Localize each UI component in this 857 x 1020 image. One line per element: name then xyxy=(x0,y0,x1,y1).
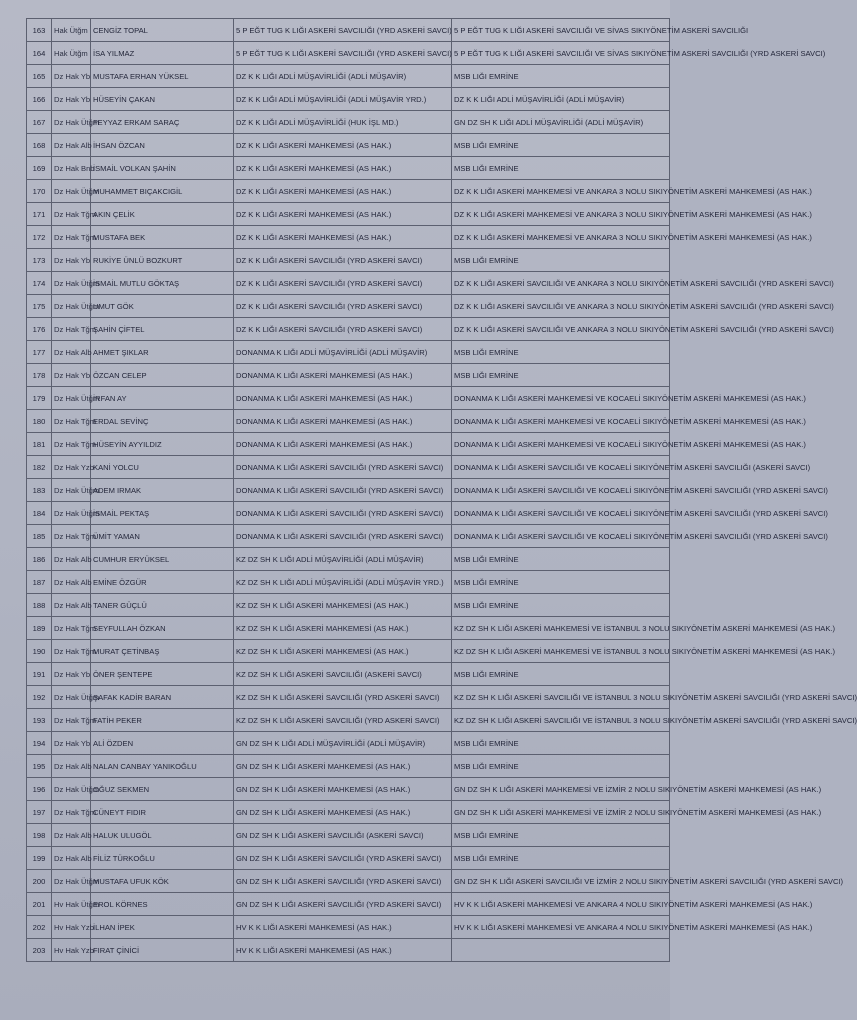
table-row xyxy=(27,88,670,111)
row-number: 187 xyxy=(27,571,52,594)
new-assignment-cell: DZ K K LIĞI ASKERİ SAVCILIĞI VE ANKARA 3 NOLU SIKIYÖNETİM ASKERİ SAVCILIĞI (YRD ASKERİ SAVCI) xyxy=(452,295,670,318)
table-row xyxy=(27,801,670,824)
rank-cell: Dz Hak Ütğm xyxy=(52,387,91,410)
rank-cell: Dz Hak Ütğm xyxy=(52,111,91,134)
row-number: 164 xyxy=(27,42,52,65)
table-row xyxy=(27,341,670,364)
name-cell: FEYYAZ ERKAM SARAÇ xyxy=(91,111,234,134)
current-unit-cell: DONANMA K LIĞI ASKERİ SAVCILIĞI (YRD ASKERİ SAVCI) xyxy=(234,479,452,502)
name-cell: TANER GÜÇLÜ xyxy=(91,594,234,617)
table-row xyxy=(27,203,670,226)
rank-cell: Dz Hak Tğm xyxy=(52,433,91,456)
new-assignment-cell: DONANMA K LIĞI ASKERİ MAHKEMESİ VE KOCAELİ SIKIYÖNETİM ASKERİ MAHKEMESİ (AS HAK.) xyxy=(452,387,670,410)
current-unit-cell: DONANMA K LIĞI ASKERİ SAVCILIĞI (YRD ASKERİ SAVCI) xyxy=(234,525,452,548)
name-cell: ÜMİT YAMAN xyxy=(91,525,234,548)
new-assignment-cell: KZ DZ SH K LIĞI ASKERİ SAVCILIĞI VE İSTANBUL 3 NOLU SIKIYÖNETİM ASKERİ SAVCILIĞI (YRD ASKERİ SAVCI) xyxy=(452,686,670,709)
row-number: 200 xyxy=(27,870,52,893)
name-cell: İSA YILMAZ xyxy=(91,42,234,65)
row-number: 199 xyxy=(27,847,52,870)
name-cell: ŞAFAK KADİR BARAN xyxy=(91,686,234,709)
name-cell: EMİNE ÖZGÜR xyxy=(91,571,234,594)
row-number: 203 xyxy=(27,939,52,962)
row-number: 184 xyxy=(27,502,52,525)
table-row xyxy=(27,19,670,42)
current-unit-cell: 5 P EĞT TUG K LIĞI ASKERİ SAVCILIĞI (YRD ASKERİ SAVCI) xyxy=(234,19,452,42)
current-unit-cell: DZ K K LIĞI ASKERİ MAHKEMESİ (AS HAK.) xyxy=(234,157,452,180)
name-cell: CUMHUR ERYÜKSEL xyxy=(91,548,234,571)
new-assignment-cell: DZ K K LIĞI ASKERİ SAVCILIĞI VE ANKARA 3 NOLU SIKIYÖNETİM ASKERİ SAVCILIĞI (YRD ASKERİ SAVCI) xyxy=(452,272,670,295)
new-assignment-cell: DONANMA K LIĞI ASKERİ SAVCILIĞI VE KOCAELİ SIKIYÖNETİM ASKERİ SAVCILIĞI (YRD ASKERİ SAVCI) xyxy=(452,525,670,548)
new-assignment-cell: DONANMA K LIĞI ASKERİ SAVCILIĞI VE KOCAELİ SIKIYÖNETİM ASKERİ SAVCILIĞI (YRD ASKERİ SAVCI) xyxy=(452,479,670,502)
name-cell: İRFAN AY xyxy=(91,387,234,410)
current-unit-cell: GN DZ SH K LIĞI ASKERİ SAVCILIĞI (YRD ASKERİ SAVCI) xyxy=(234,893,452,916)
current-unit-cell: GN DZ SH K LIĞI ASKERİ SAVCILIĞI (YRD ASKERİ SAVCI) xyxy=(234,870,452,893)
personnel-table-body xyxy=(27,19,857,962)
row-number: 181 xyxy=(27,433,52,456)
row-number: 175 xyxy=(27,295,52,318)
name-cell: ŞAHİN ÇİFTEL xyxy=(91,318,234,341)
current-unit-cell: KZ DZ SH K LIĞI ASKERİ SAVCILIĞI (ASKERİ SAVCI) xyxy=(234,663,452,686)
rank-cell: Dz Hak Alb xyxy=(52,548,91,571)
rank-cell: Hv Hak Yzb xyxy=(52,939,91,962)
new-assignment-cell: KZ DZ SH K LIĞI ASKERİ SAVCILIĞI VE İSTANBUL 3 NOLU SIKIYÖNETİM ASKERİ SAVCILIĞI (YRD ASKERİ SAVCI) xyxy=(452,709,670,732)
name-cell: MUSTAFA ERHAN YÜKSEL xyxy=(91,65,234,88)
current-unit-cell: GN DZ SH K LIĞI ASKERİ MAHKEMESİ (AS HAK.) xyxy=(234,778,452,801)
row-number: 173 xyxy=(27,249,52,272)
rank-cell: Dz Hak Alb xyxy=(52,755,91,778)
row-number: 198 xyxy=(27,824,52,847)
rank-cell: Dz Hak Ütğm xyxy=(52,686,91,709)
row-number: 195 xyxy=(27,755,52,778)
rank-cell: Dz Hak Alb xyxy=(52,847,91,870)
name-cell: ÖNER ŞENTEPE xyxy=(91,663,234,686)
table-row xyxy=(27,916,670,939)
table-row xyxy=(27,387,670,410)
table-row xyxy=(27,778,670,801)
name-cell: OĞUZ SEKMEN xyxy=(91,778,234,801)
row-number: 179 xyxy=(27,387,52,410)
table-row xyxy=(27,686,670,709)
table-row xyxy=(27,272,670,295)
current-unit-cell: GN DZ SH K LIĞI ASKERİ MAHKEMESİ (AS HAK.) xyxy=(234,801,452,824)
row-number: 194 xyxy=(27,732,52,755)
rank-cell: Dz Hak Tğm xyxy=(52,617,91,640)
row-number: 172 xyxy=(27,226,52,249)
name-cell: FİLİZ TÜRKOĞLU xyxy=(91,847,234,870)
new-assignment-cell: MSB LIĞI EMRİNE xyxy=(452,341,670,364)
name-cell: ÖZCAN CELEP xyxy=(91,364,234,387)
row-number: 202 xyxy=(27,916,52,939)
table-row xyxy=(27,525,670,548)
rank-cell: Hv Hak Ütğm xyxy=(52,893,91,916)
current-unit-cell: KZ DZ SH K LIĞI ADLİ MÜŞAVİRLİĞİ (ADLİ MÜŞAVİR YRD.) xyxy=(234,571,452,594)
name-cell: FIRAT ÇİNİCİ xyxy=(91,939,234,962)
table-row xyxy=(27,364,670,387)
rank-cell: Dz Hak Alb xyxy=(52,134,91,157)
rank-cell: Dz Hak Yb xyxy=(52,364,91,387)
current-unit-cell: DONANMA K LIĞI ASKERİ MAHKEMESİ (AS HAK.) xyxy=(234,387,452,410)
current-unit-cell: GN DZ SH K LIĞI ASKERİ MAHKEMESİ (AS HAK.) xyxy=(234,755,452,778)
row-number: 193 xyxy=(27,709,52,732)
new-assignment-cell: GN DZ SH K LIĞI ASKERİ MAHKEMESİ VE İZMİR 2 NOLU SIKIYÖNETİM ASKERİ MAHKEMESİ (AS HAK.) xyxy=(452,778,670,801)
row-number: 186 xyxy=(27,548,52,571)
table-row xyxy=(27,502,670,525)
table-row xyxy=(27,65,670,88)
new-assignment-cell: HV K K LIĞI ASKERİ MAHKEMESİ VE ANKARA 4 NOLU SIKIYÖNETİM ASKERİ MAHKEMESİ (AS HAK.) xyxy=(452,893,670,916)
current-unit-cell: DONANMA K LIĞI ASKERİ MAHKEMESİ (AS HAK.) xyxy=(234,364,452,387)
current-unit-cell: KZ DZ SH K LIĞI ASKERİ MAHKEMESİ (AS HAK.) xyxy=(234,617,452,640)
new-assignment-cell: DONANMA K LIĞI ASKERİ MAHKEMESİ VE KOCAELİ SIKIYÖNETİM ASKERİ MAHKEMESİ (AS HAK.) xyxy=(452,410,670,433)
row-number: 168 xyxy=(27,134,52,157)
name-cell: MURAT ÇETİNBAŞ xyxy=(91,640,234,663)
current-unit-cell: DZ K K LIĞI ASKERİ MAHKEMESİ (AS HAK.) xyxy=(234,226,452,249)
row-number: 196 xyxy=(27,778,52,801)
new-assignment-cell: MSB LIĞI EMRİNE xyxy=(452,65,670,88)
new-assignment-cell: 5 P EĞT TUG K LIĞI ASKERİ SAVCILIĞI VE SİVAS SIKIYÖNETİM ASKERİ SAVCILIĞI (YRD ASKERİ SAVCI) xyxy=(452,42,670,65)
rank-cell: Dz Hak Ütğm xyxy=(52,778,91,801)
new-assignment-cell: DONANMA K LIĞI ASKERİ SAVCILIĞI VE KOCAELİ SIKIYÖNETİM ASKERİ SAVCILIĞI (ASKERİ SAVCI) xyxy=(452,456,670,479)
row-number: 178 xyxy=(27,364,52,387)
current-unit-cell: GN DZ SH K LIĞI ASKERİ SAVCILIĞI (ASKERİ SAVCI) xyxy=(234,824,452,847)
rank-cell: Dz Hak Tğm xyxy=(52,640,91,663)
current-unit-cell: DZ K K LIĞI ASKERİ SAVCILIĞI (YRD ASKERİ SAVCI) xyxy=(234,272,452,295)
rank-cell: Dz Hak Yb xyxy=(52,65,91,88)
table-row xyxy=(27,824,670,847)
rank-cell: Dz Hak Tğm xyxy=(52,801,91,824)
new-assignment-cell: DZ K K LIĞI ADLİ MÜŞAVİRLİĞİ (ADLİ MÜŞAVİR) xyxy=(452,88,670,111)
new-assignment-cell: DZ K K LIĞI ASKERİ MAHKEMESİ VE ANKARA 3 NOLU SIKIYÖNETİM ASKERİ MAHKEMESİ (AS HAK.) xyxy=(452,203,670,226)
new-assignment-cell: HV K K LIĞI ASKERİ MAHKEMESİ VE ANKARA 4 NOLU SIKIYÖNETİM ASKERİ MAHKEMESİ (AS HAK.) xyxy=(452,916,670,939)
row-number: 185 xyxy=(27,525,52,548)
current-unit-cell: HV K K LIĞI ASKERİ MAHKEMESİ (AS HAK.) xyxy=(234,939,452,962)
new-assignment-cell: 5 P EĞT TUG K LIĞI ASKERİ SAVCILIĞI VE SİVAS SIKIYÖNETİM ASKERİ SAVCILIĞI xyxy=(452,19,670,42)
current-unit-cell: DONANMA K LIĞI ASKERİ SAVCILIĞI (YRD ASKERİ SAVCI) xyxy=(234,456,452,479)
table-row xyxy=(27,640,670,663)
table-row xyxy=(27,939,670,962)
current-unit-cell: DZ K K LIĞI ASKERİ SAVCILIĞI (YRD ASKERİ SAVCI) xyxy=(234,249,452,272)
rank-cell: Dz Hak Bnb xyxy=(52,157,91,180)
rank-cell: Dz Hak Tğm xyxy=(52,525,91,548)
table-row xyxy=(27,410,670,433)
name-cell: İSMAİL PEKTAŞ xyxy=(91,502,234,525)
new-assignment-cell: MSB LIĞI EMRİNE xyxy=(452,732,670,755)
rank-cell: Dz Hak Tğm xyxy=(52,410,91,433)
current-unit-cell: DZ K K LIĞI ASKERİ MAHKEMESİ (AS HAK.) xyxy=(234,203,452,226)
row-number: 174 xyxy=(27,272,52,295)
current-unit-cell: DONANMA K LIĞI ADLİ MÜŞAVİRLİĞİ (ADLİ MÜŞAVİR) xyxy=(234,341,452,364)
table-row xyxy=(27,755,670,778)
rank-cell: Dz Hak Ütğm xyxy=(52,502,91,525)
current-unit-cell: DONANMA K LIĞI ASKERİ MAHKEMESİ (AS HAK.) xyxy=(234,410,452,433)
current-unit-cell: DZ K K LIĞI ASKERİ MAHKEMESİ (AS HAK.) xyxy=(234,180,452,203)
personnel-table xyxy=(26,18,857,962)
new-assignment-cell: DZ K K LIĞI ASKERİ MAHKEMESİ VE ANKARA 3 NOLU SIKIYÖNETİM ASKERİ MAHKEMESİ (AS HAK.) xyxy=(452,180,670,203)
new-assignment-cell: MSB LIĞI EMRİNE xyxy=(452,594,670,617)
name-cell: ERDAL SEVİNÇ xyxy=(91,410,234,433)
row-number: 171 xyxy=(27,203,52,226)
table-row xyxy=(27,479,670,502)
table-row xyxy=(27,134,670,157)
rank-cell: Dz Hak Alb xyxy=(52,594,91,617)
current-unit-cell: DZ K K LIĞI ASKERİ SAVCILIĞI (YRD ASKERİ SAVCI) xyxy=(234,318,452,341)
name-cell: SEYFULLAH ÖZKAN xyxy=(91,617,234,640)
rank-cell: Dz Hak Ütğm xyxy=(52,180,91,203)
rank-cell: Hak Ütğm xyxy=(52,42,91,65)
name-cell: HÜSEYİN ÇAKAN xyxy=(91,88,234,111)
table-row xyxy=(27,594,670,617)
name-cell: MUSTAFA UFUK KÖK xyxy=(91,870,234,893)
rank-cell: Hak Ütğm xyxy=(52,19,91,42)
name-cell: NALAN CANBAY YANIKOĞLU xyxy=(91,755,234,778)
rank-cell: Hv Hak Yzb xyxy=(52,916,91,939)
current-unit-cell: HV K K LIĞI ASKERİ MAHKEMESİ (AS HAK.) xyxy=(234,916,452,939)
current-unit-cell: DONANMA K LIĞI ASKERİ SAVCILIĞI (YRD ASKERİ SAVCI) xyxy=(234,502,452,525)
name-cell: İSMAİL MUTLU GÖKTAŞ xyxy=(91,272,234,295)
rank-cell: Dz Hak Yb xyxy=(52,732,91,755)
name-cell: HALUK ULUGÖL xyxy=(91,824,234,847)
name-cell: AHMET ŞIKLAR xyxy=(91,341,234,364)
new-assignment-cell: GN DZ SH K LIĞI ASKERİ SAVCILIĞI VE İZMİR 2 NOLU SIKIYÖNETİM ASKERİ SAVCILIĞI (YRD ASKERİ SAVCI) xyxy=(452,870,670,893)
new-assignment-cell: MSB LIĞI EMRİNE xyxy=(452,249,670,272)
row-number: 170 xyxy=(27,180,52,203)
row-number: 180 xyxy=(27,410,52,433)
current-unit-cell: KZ DZ SH K LIĞI ASKERİ MAHKEMESİ (AS HAK.) xyxy=(234,594,452,617)
table-row xyxy=(27,617,670,640)
new-assignment-cell: MSB LIĞI EMRİNE xyxy=(452,571,670,594)
table-row xyxy=(27,548,670,571)
row-number: 191 xyxy=(27,663,52,686)
row-number: 188 xyxy=(27,594,52,617)
name-cell: MUSTAFA BEK xyxy=(91,226,234,249)
table-row xyxy=(27,732,670,755)
table-row xyxy=(27,111,670,134)
table-row xyxy=(27,249,670,272)
new-assignment-cell: MSB LIĞI EMRİNE xyxy=(452,755,670,778)
name-cell: CÜNEYT FIDIR xyxy=(91,801,234,824)
row-number: 167 xyxy=(27,111,52,134)
name-cell: UMUT GÖK xyxy=(91,295,234,318)
rank-cell: Dz Hak Ütğm xyxy=(52,479,91,502)
rank-cell: Dz Hak Yb xyxy=(52,88,91,111)
new-assignment-cell: MSB LIĞI EMRİNE xyxy=(452,548,670,571)
table-row xyxy=(27,847,670,870)
new-assignment-cell: MSB LIĞI EMRİNE xyxy=(452,663,670,686)
new-assignment-cell: MSB LIĞI EMRİNE xyxy=(452,157,670,180)
new-assignment-cell xyxy=(452,939,670,962)
new-assignment-cell: MSB LIĞI EMRİNE xyxy=(452,364,670,387)
current-unit-cell: KZ DZ SH K LIĞI ASKERİ SAVCILIĞI (YRD ASKERİ SAVCI) xyxy=(234,686,452,709)
row-number: 177 xyxy=(27,341,52,364)
table-row xyxy=(27,456,670,479)
rank-cell: Dz Hak Ütğm xyxy=(52,870,91,893)
row-number: 163 xyxy=(27,19,52,42)
new-assignment-cell: MSB LIĞI EMRİNE xyxy=(452,847,670,870)
row-number: 190 xyxy=(27,640,52,663)
table-row xyxy=(27,571,670,594)
name-cell: ADEM IRMAK xyxy=(91,479,234,502)
row-number: 201 xyxy=(27,893,52,916)
current-unit-cell: DZ K K LIĞI ADLİ MÜŞAVİRLİĞİ (HUK İŞL MD.) xyxy=(234,111,452,134)
rank-cell: Dz Hak Ütğm xyxy=(52,272,91,295)
current-unit-cell: 5 P EĞT TUG K LIĞI ASKERİ SAVCILIĞI (YRD ASKERİ SAVCI) xyxy=(234,42,452,65)
rank-cell: Dz Hak Yzb xyxy=(52,456,91,479)
name-cell: ALİ ÖZDEN xyxy=(91,732,234,755)
table-row xyxy=(27,663,670,686)
table-row xyxy=(27,157,670,180)
name-cell: İLHAN İPEK xyxy=(91,916,234,939)
new-assignment-cell: DZ K K LIĞI ASKERİ SAVCILIĞI VE ANKARA 3 NOLU SIKIYÖNETİM ASKERİ SAVCILIĞI (YRD ASKERİ SAVCI) xyxy=(452,318,670,341)
new-assignment-cell: KZ DZ SH K LIĞI ASKERİ MAHKEMESİ VE İSTANBUL 3 NOLU SIKIYÖNETİM ASKERİ MAHKEMESİ (AS HAK.) xyxy=(452,640,670,663)
new-assignment-cell: MSB LIĞI EMRİNE xyxy=(452,134,670,157)
new-assignment-cell: GN DZ SH K LIĞI ASKERİ MAHKEMESİ VE İZMİR 2 NOLU SIKIYÖNETİM ASKERİ MAHKEMESİ (AS HAK.) xyxy=(452,801,670,824)
current-unit-cell: DZ K K LIĞI ASKERİ SAVCILIĞI (YRD ASKERİ SAVCI) xyxy=(234,295,452,318)
name-cell: KANİ YOLCU xyxy=(91,456,234,479)
name-cell: RUKİYE ÜNLÜ BOZKURT xyxy=(91,249,234,272)
new-assignment-cell: GN DZ SH K LIĞI ADLİ MÜŞAVİRLİĞİ (ADLİ MÜŞAVİR) xyxy=(452,111,670,134)
table-row xyxy=(27,433,670,456)
row-number: 166 xyxy=(27,88,52,111)
current-unit-cell: GN DZ SH K LIĞI ASKERİ SAVCILIĞI (YRD ASKERİ SAVCI) xyxy=(234,847,452,870)
rank-cell: Dz Hak Ütğm xyxy=(52,295,91,318)
current-unit-cell: KZ DZ SH K LIĞI ASKERİ SAVCILIĞI (YRD ASKERİ SAVCI) xyxy=(234,709,452,732)
row-number: 169 xyxy=(27,157,52,180)
rank-cell: Dz Hak Tğm xyxy=(52,203,91,226)
name-cell: AKIN ÇELİK xyxy=(91,203,234,226)
rank-cell: Dz Hak Tğm xyxy=(52,318,91,341)
name-cell: MUHAMMET BIÇAKCIGİL xyxy=(91,180,234,203)
rank-cell: Dz Hak Yb xyxy=(52,249,91,272)
new-assignment-cell: DONANMA K LIĞI ASKERİ MAHKEMESİ VE KOCAELİ SIKIYÖNETİM ASKERİ MAHKEMESİ (AS HAK.) xyxy=(452,433,670,456)
name-cell: EROL KÖRNES xyxy=(91,893,234,916)
row-number: 197 xyxy=(27,801,52,824)
rank-cell: Dz Hak Tğm xyxy=(52,709,91,732)
row-number: 192 xyxy=(27,686,52,709)
current-unit-cell: DZ K K LIĞI ASKERİ MAHKEMESİ (AS HAK.) xyxy=(234,134,452,157)
table-row xyxy=(27,226,670,249)
rank-cell: Dz Hak Alb xyxy=(52,341,91,364)
current-unit-cell: DZ K K LIĞI ADLİ MÜŞAVİRLİĞİ (ADLİ MÜŞAVİR YRD.) xyxy=(234,88,452,111)
name-cell: İHSAN ÖZCAN xyxy=(91,134,234,157)
row-number: 189 xyxy=(27,617,52,640)
name-cell: FATİH PEKER xyxy=(91,709,234,732)
rank-cell: Dz Hak Alb xyxy=(52,824,91,847)
table-row xyxy=(27,42,670,65)
current-unit-cell: KZ DZ SH K LIĞI ASKERİ MAHKEMESİ (AS HAK.) xyxy=(234,640,452,663)
row-number: 183 xyxy=(27,479,52,502)
new-assignment-cell: KZ DZ SH K LIĞI ASKERİ MAHKEMESİ VE İSTANBUL 3 NOLU SIKIYÖNETİM ASKERİ MAHKEMESİ (AS HAK.) xyxy=(452,617,670,640)
current-unit-cell: KZ DZ SH K LIĞI ADLİ MÜŞAVİRLİĞİ (ADLİ MÜŞAVİR) xyxy=(234,548,452,571)
table-row xyxy=(27,709,670,732)
table-row xyxy=(27,318,670,341)
row-number: 176 xyxy=(27,318,52,341)
current-unit-cell: DONANMA K LIĞI ASKERİ MAHKEMESİ (AS HAK.) xyxy=(234,433,452,456)
name-cell: İSMAİL VOLKAN ŞAHİN xyxy=(91,157,234,180)
current-unit-cell: GN DZ SH K LIĞI ADLİ MÜŞAVİRLİĞİ (ADLİ MÜŞAVİR) xyxy=(234,732,452,755)
new-assignment-cell: DONANMA K LIĞI ASKERİ SAVCILIĞI VE KOCAELİ SIKIYÖNETİM ASKERİ SAVCILIĞI (YRD ASKERİ SAVCI) xyxy=(452,502,670,525)
table-row xyxy=(27,893,670,916)
current-unit-cell: DZ K K LIĞI ADLİ MÜŞAVİRLİĞİ (ADLİ MÜŞAVİR) xyxy=(234,65,452,88)
table-row xyxy=(27,870,670,893)
row-number: 165 xyxy=(27,65,52,88)
table-row xyxy=(27,180,670,203)
rank-cell: Dz Hak Tğm xyxy=(52,226,91,249)
new-assignment-cell: MSB LIĞI EMRİNE xyxy=(452,824,670,847)
name-cell: HÜSEYİN AYYILDIZ xyxy=(91,433,234,456)
row-number: 182 xyxy=(27,456,52,479)
rank-cell: Dz Hak Yb xyxy=(52,663,91,686)
rank-cell: Dz Hak Alb xyxy=(52,571,91,594)
name-cell: CENGİZ TOPAL xyxy=(91,19,234,42)
table-row xyxy=(27,295,670,318)
new-assignment-cell: DZ K K LIĞI ASKERİ MAHKEMESİ VE ANKARA 3 NOLU SIKIYÖNETİM ASKERİ MAHKEMESİ (AS HAK.) xyxy=(452,226,670,249)
